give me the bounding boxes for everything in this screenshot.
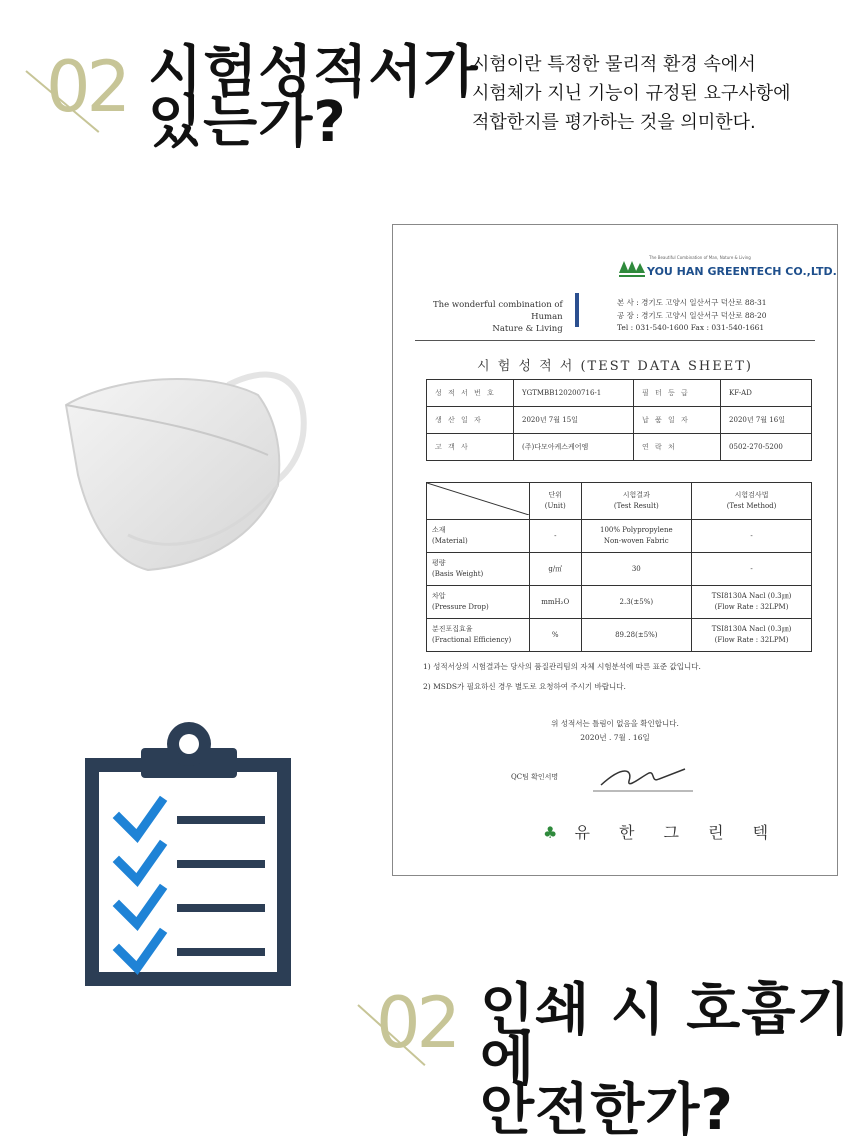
title-line-1: 인쇄 시 호흡기에	[480, 978, 852, 1093]
footer-company-name: 유 한 그 린 텍	[574, 823, 781, 842]
results-table	[426, 482, 812, 652]
signature-image	[593, 757, 693, 797]
table-row	[427, 407, 812, 434]
header-method: 시험검사법 (Test Method)	[692, 483, 812, 520]
info-label: 필 터 등 급	[634, 380, 721, 407]
desc-line-2: 시험체가 지닌 기능이 규정된 요구사항에	[472, 83, 791, 104]
test-data-sheet	[392, 224, 838, 876]
slogan-line-1: The wonderful combination of	[433, 300, 563, 310]
document-notes	[423, 657, 701, 697]
document-title: 시 험 성 적 서 (TEST DATA SHEET)	[477, 359, 753, 374]
info-table	[426, 379, 812, 461]
desc-line-1: 시험이란 특정한 물리적 환경 속에서	[472, 54, 756, 75]
info-value: (주)다모아케스케어엠	[514, 434, 634, 461]
company-name: YOU HAN GREENTECH CO.,LTD.	[647, 265, 837, 278]
address-line-2: 공 장 : 경기도 고양시 일산서구 덕산로 88-20	[617, 310, 767, 320]
info-label: 납 품 일 자	[634, 407, 721, 434]
address-line-1: 본 사 : 경기도 고양시 일산서구 덕산로 88-31	[617, 298, 767, 307]
table-header-row	[427, 483, 812, 520]
page-title	[148, 40, 479, 155]
table-row: 분진포집효율 (Fractional Efficiency) % 89.28(±5%) TSI8130A Nacl (0.3㎛) (Flow Rate : 32LPM)	[427, 619, 812, 652]
table-row: 차압 (Pressure Drop) mmH₂O 2.3(±5%) TSI8130A Nacl (0.3㎛) (Flow Rate : 32LPM)	[427, 586, 812, 619]
header-result: 시험결과 (Test Result)	[581, 483, 692, 520]
info-value: 0502-270-5200	[721, 434, 812, 461]
desc-line-3: 적합한지를 평가하는 것을 의미한다.	[472, 112, 756, 133]
header-corner-cell	[427, 483, 530, 520]
header-rule	[415, 340, 815, 341]
confirmation-text	[393, 717, 837, 745]
info-label: 성 적 서 번 호	[427, 380, 514, 407]
contact-line: Tel : 031-540-1600 Fax : 031-540-1661	[617, 323, 765, 332]
slogan-line-2: Human	[531, 312, 563, 322]
company-address	[617, 297, 767, 335]
tree-logo-icon: ♣	[543, 823, 558, 842]
logo-tagline: The Beautiful Combination of Man, Nature & Living	[649, 255, 751, 260]
info-label: 연 락 처	[634, 434, 721, 461]
title-line-1: 시험성적서가	[148, 40, 479, 105]
face-mask-image	[58, 355, 308, 595]
info-label: 생 산 일 자	[427, 407, 514, 434]
section-description	[472, 50, 790, 137]
info-value: 2020년 7월 16일	[721, 407, 812, 434]
tree-logo-icon	[619, 261, 645, 279]
header-unit: 단위 (Unit)	[530, 483, 582, 520]
slogan-divider	[575, 293, 579, 327]
note-1: 1) 성적서상의 시험결과는 당사의 품질관리팀의 자체 시험분석에 따른 표준 값입니다.	[423, 662, 701, 671]
table-row: 평량 (Basis Weight) g/㎡ 30 -	[427, 553, 812, 586]
clipboard-checklist-icon	[85, 718, 295, 988]
section-number: 02	[376, 982, 458, 1064]
company-footer-logo	[543, 820, 780, 843]
info-value: YGTMBB120200716-1	[514, 380, 634, 407]
section-title	[480, 978, 860, 1143]
info-value: 2020년 7월 15일	[514, 407, 634, 434]
table-row	[427, 434, 812, 461]
table-row	[427, 380, 812, 407]
confirm-date: 2020년 . 7월 . 16일	[580, 733, 650, 742]
title-line-2: 있는가?	[148, 90, 347, 155]
title-line-2: 안전한가?	[480, 1078, 734, 1143]
table-row: 소재 (Material) - 100% Polypropylene Non-woven Fabric -	[427, 520, 812, 553]
slogan-line-3: Nature & Living	[492, 324, 563, 334]
section-number: 02	[46, 46, 128, 128]
company-slogan	[433, 299, 563, 335]
qc-sign-label: QC팀 확인서명	[511, 773, 559, 781]
info-value: KF-AD	[721, 380, 812, 407]
confirm-line: 위 성적서는 틀림이 없음을 확인합니다.	[551, 719, 679, 728]
info-label: 고 객 사	[427, 434, 514, 461]
note-2: 2) MSDS가 필요하신 경우 별도로 요청하여 주시기 바랍니다.	[423, 682, 626, 691]
